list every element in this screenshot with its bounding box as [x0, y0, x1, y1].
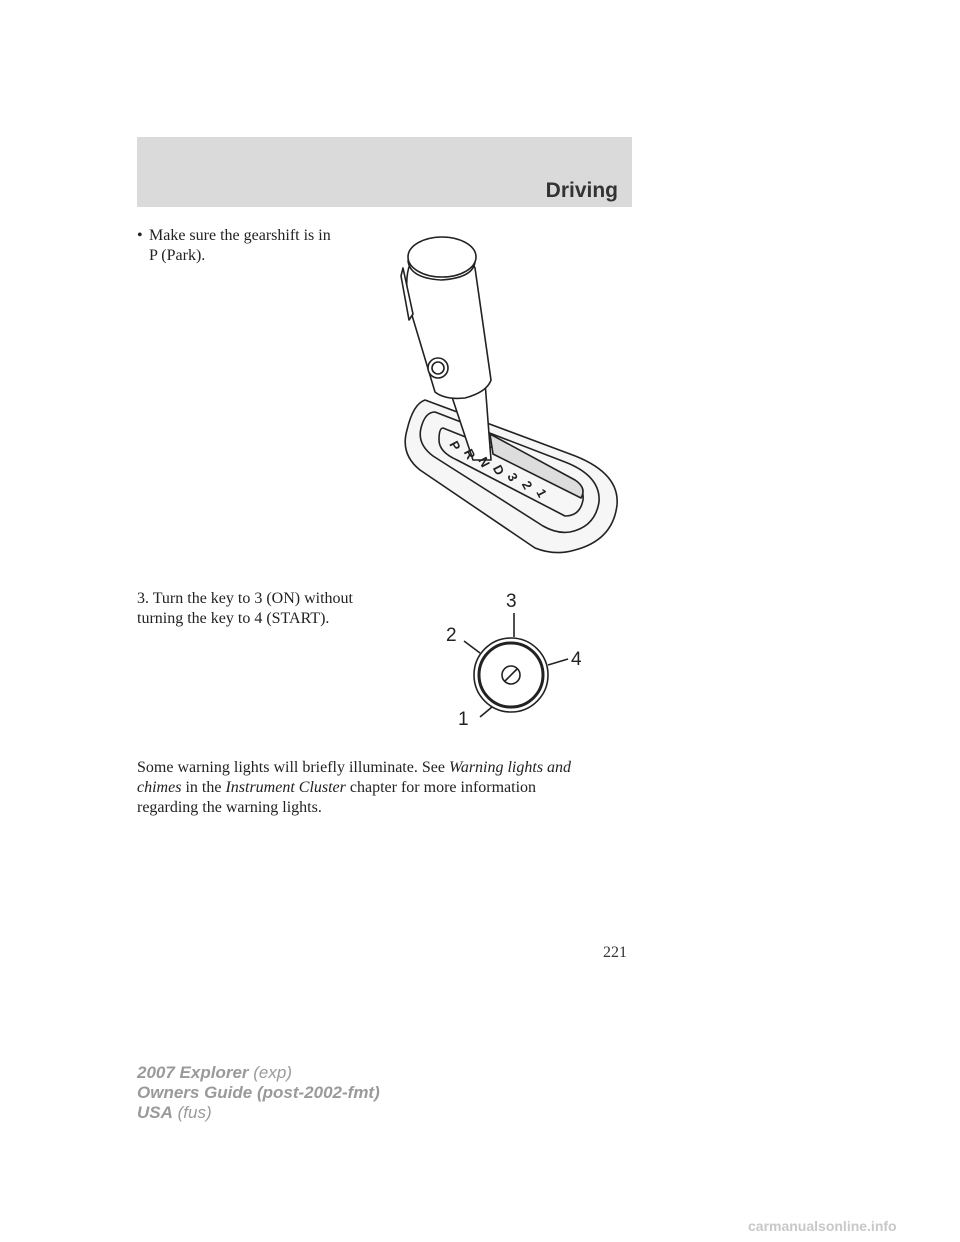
footer-market: USA	[137, 1103, 173, 1122]
ignition-label-4: 4	[571, 649, 582, 670]
para-text-1: Some warning lights will briefly illuminate. See	[137, 759, 445, 776]
ignition-line-4	[548, 659, 568, 665]
bullet-mark: •	[137, 227, 143, 244]
watermark: carmanualsonline.info	[748, 1218, 897, 1234]
warning-lights-paragraph	[137, 758, 597, 818]
shifter-knob-top	[408, 237, 476, 277]
ignition-label-2: 2	[446, 625, 457, 646]
para-text-3: chapter for more information regarding the warning lights.	[137, 779, 537, 816]
footer-model-code: (exp)	[253, 1063, 292, 1082]
step-3-instruction	[137, 589, 387, 629]
bullet-line-2: P (Park).	[149, 247, 206, 264]
ignition-label-1: 1	[458, 709, 469, 730]
section-header	[137, 137, 632, 207]
page-number: 221	[603, 944, 627, 961]
link-warning-lights: Warning lights and chimes	[137, 759, 572, 796]
gear-label-1: 1	[533, 486, 550, 500]
gear-label-N: N	[475, 454, 494, 470]
link-instrument-cluster: Instrument Cluster	[225, 779, 346, 796]
gear-label-R: R	[460, 446, 479, 462]
gear-label-D: D	[489, 462, 508, 478]
ignition-line-1	[480, 707, 492, 717]
ignition-illustration	[428, 585, 608, 735]
gear-label-P: P	[446, 438, 464, 454]
gearshift-illustration	[395, 222, 625, 557]
bullet-line-1: Make sure the gearshift is in	[149, 227, 331, 244]
gear-label-3: 3	[504, 470, 521, 484]
footer-market-code: (fus)	[177, 1103, 212, 1122]
gear-label-2: 2	[518, 478, 536, 492]
footer-model: 2007 Explorer	[137, 1063, 249, 1082]
step-3-line-2: turning the key to 4 (START).	[137, 610, 330, 627]
section-title: Driving	[545, 179, 618, 202]
ignition-label-3: 3	[506, 591, 517, 612]
footer-guide: Owners Guide (post-2002-fmt)	[137, 1083, 380, 1102]
para-text-2: in the	[185, 779, 222, 796]
document-footer	[137, 1063, 380, 1123]
bullet-instruction	[137, 226, 377, 266]
ignition-line-2	[464, 641, 480, 653]
step-3-line-1: 3. Turn the key to 3 (ON) without	[137, 590, 353, 607]
